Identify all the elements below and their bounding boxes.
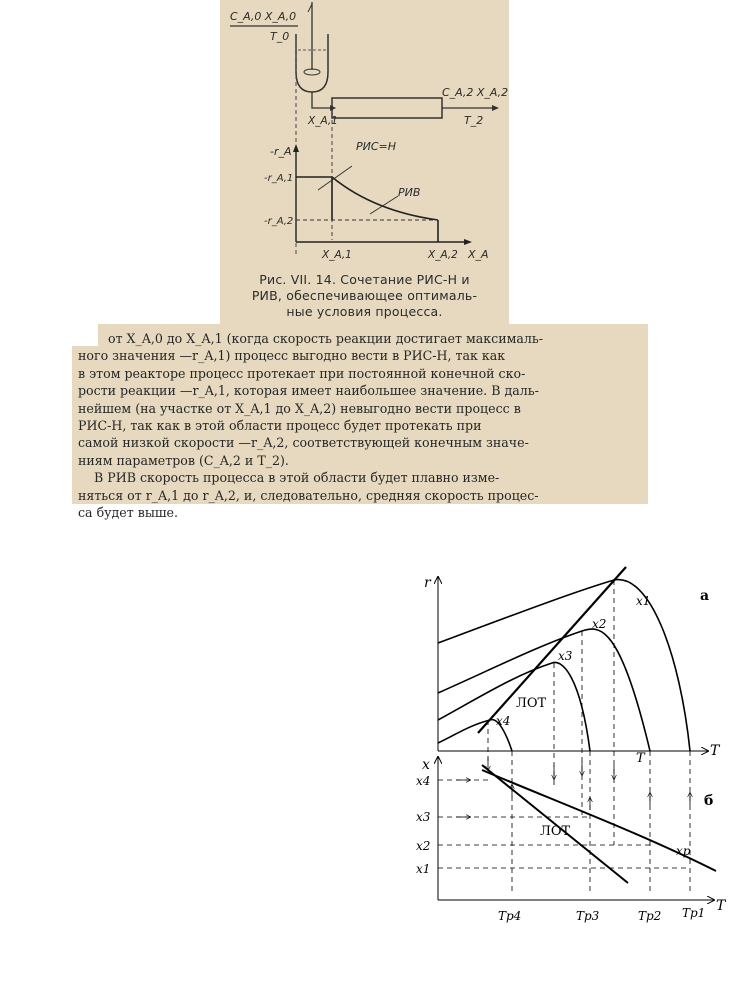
- text-line: нейшем (на участке от X_A,1 до X_A,2) невыгодно вести процесс в: [78, 400, 521, 416]
- y-tick-x2: x2: [416, 839, 431, 853]
- scan-y-axis-label: -r_A: [270, 145, 292, 158]
- top-x-axis-label: T: [710, 743, 720, 759]
- text-line: В РИВ скорость процесса в этой области будет плавно изме-: [94, 470, 500, 486]
- y-tick-ra2: -r_A,2: [264, 216, 294, 227]
- mid-conversion-label: X_A,1: [308, 115, 338, 127]
- bottom-x-axis-label: T: [716, 898, 726, 914]
- xp-label: xр: [676, 844, 691, 858]
- text-line: няться от r_A,1 до r_A,2, и, следовательно, средняя скорость процес-: [78, 487, 539, 503]
- top-lot-line: [478, 567, 626, 733]
- optimal-temperature-diagram: [400, 565, 730, 945]
- x-tick-tp1: Tр1: [682, 906, 706, 920]
- caption-line: РИВ, обеспечивающее оптималь-: [251, 288, 478, 303]
- y-tick-ra1: -r_A,1: [264, 173, 294, 184]
- text-line: рости реакции —r_A,1, которая имеет наибольшее значение. В даль-: [78, 383, 539, 399]
- text-line: самой низкой скорости —r_A,2, соответствующей конечным значе-: [78, 435, 529, 451]
- panel-a-label: а: [700, 588, 710, 604]
- inlet-temp-label: T_0: [270, 30, 290, 43]
- scan-x-axis-label: X_A: [468, 248, 489, 261]
- text-line: ного значения —r_A,1) процесс выгодно вести в РИС-Н, так как: [78, 348, 506, 364]
- scan-corner-gap: [72, 324, 98, 346]
- rate-curve-x2: [438, 629, 650, 751]
- text-line: от X_A,0 до X_A,1 (когда скорость реакции достигает максималь-: [108, 331, 544, 346]
- pfr-rate-curve: [332, 177, 438, 220]
- pfr-tube: [332, 98, 442, 118]
- x-tick-tp2: Tр2: [638, 909, 662, 923]
- y-tick-x1: x1: [416, 862, 431, 876]
- curve-label-x1: x1: [636, 594, 651, 608]
- rate-curve-x3: [438, 662, 590, 751]
- top-y-axis-label: r: [424, 575, 431, 591]
- curve-label-x3: x3: [558, 649, 573, 663]
- outlet-label: C_A,2 X_A,2: [442, 86, 509, 99]
- outlet-temp-label: T_2: [464, 114, 484, 127]
- scanned-paragraph: [72, 330, 648, 521]
- bottom-lot-label: ЛОТ: [540, 824, 571, 839]
- top-t-label: T: [636, 751, 645, 766]
- top-lot-label: ЛОТ: [516, 696, 547, 711]
- x-tick-tp3: Tр3: [576, 909, 600, 923]
- caption-line: Рис. VII. 14. Сочетание РИС-Н и: [259, 272, 470, 287]
- pfr-curve-label: РИВ: [398, 186, 421, 199]
- inlet-label: C_A,0 X_A,0: [230, 10, 297, 23]
- curve-label-x4: x4: [496, 714, 511, 728]
- text-line: РИС-Н, так как в этой области процесс будет протекать при: [78, 418, 482, 434]
- figure-caption: [220, 272, 509, 320]
- y-tick-x3: x3: [416, 810, 431, 824]
- y-tick-x4: x4: [416, 774, 431, 788]
- panel-b-label: б: [704, 793, 714, 809]
- text-line: ниям параметров (C_A,2 и T_2).: [78, 452, 289, 468]
- text-line: са будет выше.: [78, 505, 179, 521]
- scanned-figure-panel: [220, 0, 509, 328]
- x-tick-xa1: X_A,1: [322, 249, 352, 261]
- curve-label-x2: x2: [592, 617, 607, 631]
- scanned-text-panel: [72, 324, 648, 521]
- bottom-y-axis-label: x: [422, 757, 430, 773]
- x-tick-tp4: Tр4: [498, 909, 522, 923]
- x-tick-xa2: X_A,2: [428, 249, 458, 261]
- projection-lines: [438, 580, 690, 895]
- caption-line: ные условия процесса.: [286, 304, 443, 319]
- cstr-curve-label: РИС=Н: [356, 140, 397, 153]
- text-line: в этом реакторе процесс протекает при постоянной конечной ско-: [78, 365, 526, 381]
